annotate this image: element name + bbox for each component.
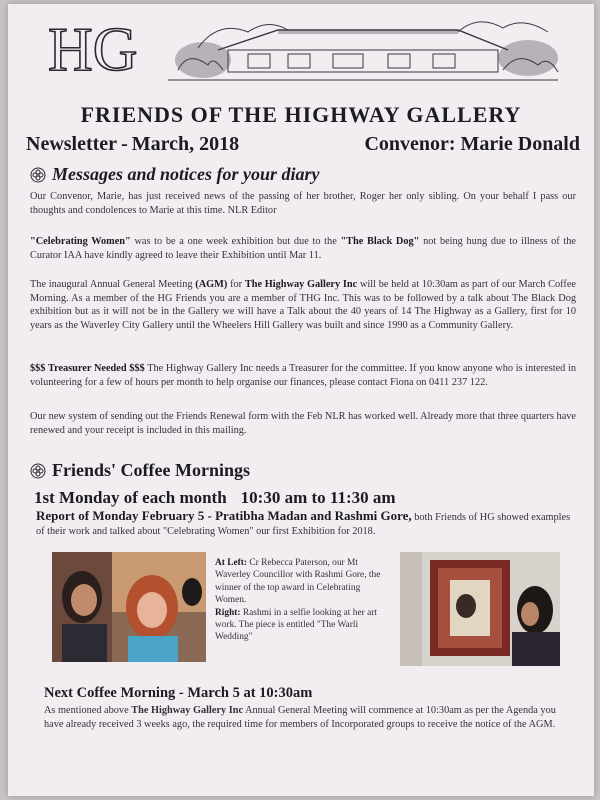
condolence-paragraph: Our Convenor, Marie, has just received news of the passing of her brother, Roger her only sibling. On your behalf I pass our thoughts and condolences to Marie at this time. NLR Editor [30, 191, 576, 216]
newsletter-title: FRIENDS OF THE HIGHWAY GALLERY [80, 102, 522, 127]
coffee-heading: Friends' Coffee Mornings [52, 460, 250, 480]
newsletter-label: Newsletter [26, 133, 118, 155]
next-coffee-heading: Next Coffee Morning - March 5 at 10:30am [44, 685, 313, 701]
coffee-heading-row [30, 460, 250, 481]
photo-councillor-and-artist [52, 552, 206, 662]
february-report: Report of Monday February 5 - Pratibha Madan and Rashmi Gore, both Friends of HG showed examples of their work and talked about "Celebrating Women" our first Exhibition for 2018. [36, 508, 571, 537]
hg-logo [44, 12, 154, 94]
convenor: Convenor: Marie Donald [364, 133, 580, 155]
dash: - [121, 133, 128, 155]
coffee-schedule [34, 488, 396, 508]
treasurer-paragraph: $$$ Treasurer Needed $$$ The Highway Gallery Inc needs a Treasurer for the committee. If you know anyone who is interested in volunteering for a few of hours per month to help organise our finances, please contact Fiona on 0411 237 122. [30, 363, 577, 388]
schedule-time: 10:30 am to 11:30 am [240, 488, 396, 507]
photo-selfie-with-artwork [400, 552, 560, 666]
newsletter-date: March, 2018 [131, 133, 240, 155]
next-coffee-paragraph: As mentioned above The Highway Gallery Inc Annual General Meeting will commence at 10:30am as per the Agenda you have already received 3 weeks ago, the required time for members of Incorporated groups to receive the notice of the AGM. [44, 705, 556, 730]
messages-heading-row [30, 164, 320, 185]
messages-heading: Messages and notices for your diary [52, 164, 320, 184]
renewal-paragraph: Our new system of sending out the Friends Renewal form with the Feb NLR has worked well. Already more that three quarters have renewed and your receipt is included in this mailing. [30, 411, 576, 436]
flower-icon [30, 463, 46, 479]
flower-icon [30, 167, 46, 183]
gallery-building-sketch [158, 10, 568, 88]
caption-right-label: Right: [215, 607, 241, 618]
newsletter-page [8, 4, 594, 796]
svg-text:HG: HG [48, 16, 138, 84]
schedule-day: 1st Monday of each month [34, 488, 227, 507]
photo-caption: At Left: Cr Rebecca Paterson, our Mt Waverley Councillor with Rashmi Gore, the winner of the top award in Celebrating Women. Right: Rashmi in a selfie looking at her art work. The piece is entitled "The Warli Wedding" [215, 558, 381, 643]
caption-left-label: At Left: [215, 558, 248, 568]
agm-paragraph: The inaugural Annual General Meeting (AGM) for The Highway Gallery Inc will be held at 10:30am as part of our March Coffee Morning. As a member of the HG Friends you are a member of THG Inc. This was to be followed by a talk about The Black Dog exhibition but as it will not be in the Gallery we will have a Talk about the 40 years of 14 The Highway as a Gallery, first for 10 years as the Waverley City Gallery until the Wheelers Hill Gallery was built and since 1990 as a Community Gallery. [30, 279, 576, 331]
newsletter-info-row [26, 133, 580, 156]
celebrating-women-paragraph: "Celebrating Women" was to be a one week exhibition but due to the "The Black Dog" not being hung due to illness of the Curator IAA have kindly agreed to leave their Exhibition until Mar 11. [30, 236, 576, 261]
